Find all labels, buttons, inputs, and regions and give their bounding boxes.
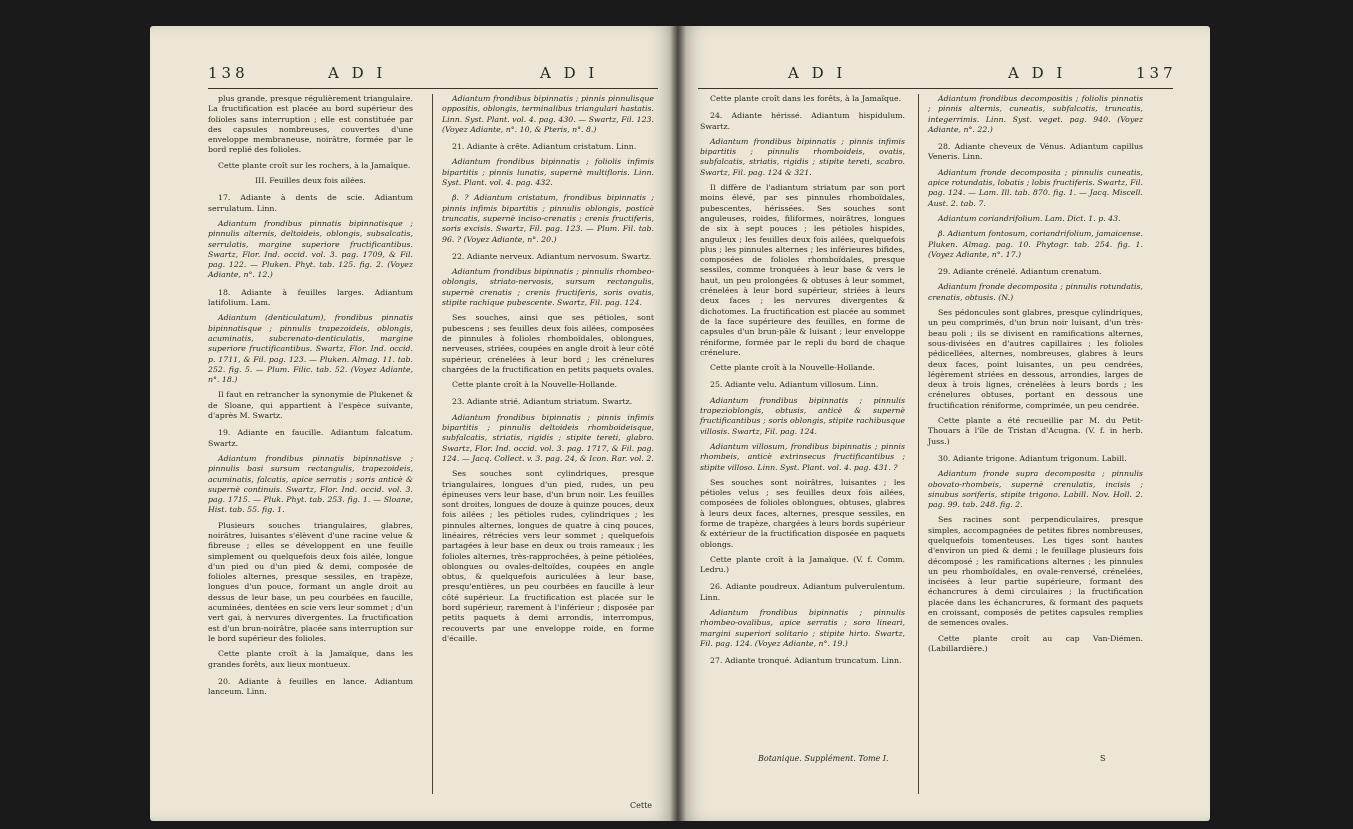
paragraph: Adiantum frondibus bipinnatis ; pinnulis rhombeo-ovalibus, apice serratis ; soro lineari, margini superiori solitario ; stipite hirto. Swartz, Fil. pag. 124. (Voyez Adiante, n°. 19.) <box>700 608 905 648</box>
paragraph: Adiantum frondibus bipinnatis ; foliolis infimis bipartitis ; pinnis lunatis, supernè multifloris. Linn. Syst. Plant. vol. 4. pag. 432. <box>442 157 654 188</box>
left-page-number: 138 <box>208 64 249 82</box>
paragraph: 24. Adiante hérissé. Adiantum hispidulum. Swartz. <box>700 111 905 131</box>
left-column-divider <box>432 94 433 794</box>
left-column-1 <box>208 94 413 702</box>
paragraph: 27. Adiante tronqué. Adiantum truncatum. Linn. <box>710 656 902 666</box>
paragraph: 23. Adiante strié. Adiantum striatum. Swartz. <box>452 397 633 407</box>
paragraph: Adiantum frondibus pinnatis bipinnatisque ; pinnulis alternis, deltoideis, oblongis, subsalcatis, serrulatis, margine superiore fructificantibus. Swartz, Flor. Ind. occid. vol. 3. pag. 1709, & Fil. pag. 122. — Pluken. Phyt. tab. 125. fig. 2. (Voyez Adiante, n°. 12.) <box>208 218 413 280</box>
paragraph: Ses souches sont noirâtres, luisantes ; les pétioles velus ; ses feuilles deux fois ailées, composées de folioles oblongues, obtuses, glabres à leurs deux faces, alternes, presque sessiles, en forme de trapèze, chargées à leurs bords supérieur & extérieur de la fructification disposée en paquets oblongs. <box>700 477 905 549</box>
paragraph: Adiantum frondibus bipinnatis ; pinnis pinnulisque oppositis, oblongis, terminalibus triangulari hastatis. Linn. Syst. Plant. vol. 4. pag. 430. — Swartz, Fil. 123. (Voyez Adiante, n°. 10, & Pteris, n°. 8.) <box>442 94 654 134</box>
paragraph: 29. Adiante crénelé. Adiantum crenatum. <box>938 267 1102 277</box>
paragraph: Il faut en retrancher la synonymie de Plukenet & de Sloane, qui appartient à l'espèce suivante, d'après M. Swartz. <box>208 390 413 421</box>
left-head-word-1: A D I <box>328 64 387 82</box>
paragraph: Ses souches sont cylindriques, presque triangulaires, longues d'un pied, rudes, un peu épineuses vers leur base, d'un brun noir. Les feuilles sont droites, longues de douze à quinze pouces, deux fois ailées ; les pétioles rudes, cylindriques ; les pinnules alternes, longues de quatre à cinq pouces, linéaires, rétrécies vers leur sommet ; quelquefois partagées à leur base en deux ou trois rameaux ; les folioles alternes, très-rapprochées, à peine pétiolées, oblongues ou ovales-deltoïdes, coupées en angle obtus, & quelquefois auriculées à leur base, presqu'entières, un peu courbées en faucille à leur côté supérieur. La fructification est placée sur le bord supérieur, rarement à l'inférieur ; disposée par petits paquets à demi arrondis, interrompus, recouverts par une enveloppe roide, en forme d'écaille. <box>442 469 654 643</box>
paragraph: Adiantum frondibus bipinnatis ; pinnis infimis bipartitis ; pinnulis rhomboideis, ovatis, subfalcatis, striatis, rigidis ; stipite tereti, scabro. Swartz, Fil. pag. 124 & 321. <box>700 136 905 177</box>
paragraph: Cette plante croît à la Jamaïque. (V. f. Comm. Ledru.) <box>700 554 905 575</box>
left-running-head <box>150 64 678 86</box>
paragraph: Cette plante croît dans les forêts, à la Jamaïque. <box>710 94 902 103</box>
paragraph: Adiantum frondibus bipinnatis ; pinnis infimis bipartitis ; pinnulis deltoideis rhomboideisque, subfalcatis, striatis, rigidis ; stipite tereti, glabro. Swartz, Flor. Ind. occid. vol. 3. pag. 1717, & Fil. pag. 124. — Jacq. Collect. v. 3. pag. 24, & Icon. Rar. vol. 2. <box>442 412 654 463</box>
book-gutter <box>670 26 686 821</box>
paragraph: 19. Adiante en faucille. Adiantum falcatum. Swartz. <box>208 428 413 448</box>
paragraph: β. Adiantum fontosum, coriandrifolium, jamaicense. Pluken. Almag. pag. 10. Phytogr. tab. 254. fig. 1. (Voyez Adiante, n°. 17.) <box>928 229 1143 259</box>
paragraph: β. ? Adiantum cristatum, frondibus bipinnatis ; pinnis infimis bipartitis ; pinnulis oblongis, posticè truncatis, supernè inciso-crenatis ; crenis fructiferis, soris excisis. Swartz, Fil. pag. 123. — Plum. Fil. tab. 96. ? (Voyez Adiante, n°. 20.) <box>442 193 654 244</box>
right-page-number: 137 <box>1136 64 1177 82</box>
right-column-divider <box>918 94 919 794</box>
paragraph: Adiantum fronde decomposita ; pinnulis rotundatis, crenatis, obtusis. (N.) <box>928 282 1143 302</box>
right-head-word-2: A D I <box>1008 64 1067 82</box>
right-page <box>678 26 1210 821</box>
paragraph: Adiantum frondibus decompositis ; foliolis pinnatis ; pinnis alternis, cuneatis, subfalcatis, truncatis, integerrimis. Linn. Syst. veget. pag. 940. (Voyez Adiante, n°. 22.) <box>928 94 1143 134</box>
right-column-1 <box>700 94 905 672</box>
right-header-rule <box>698 88 1173 89</box>
paragraph: 20. Adiante à feuilles en lance. Adiantum lanceum. Linn. <box>208 676 413 697</box>
paragraph: Cette plante croît sur les rochers, à la Jamaïque. <box>218 160 411 170</box>
paragraph: Cette plante croît à la Nouvelle-Hollande. <box>710 363 875 373</box>
paragraph: Adiantum fronde supra decomposita ; pinnulis obovato-rhombeis, supernè crenulatis, incisis ; sinubus soriferis, stipite trigono. Labill. Nov. Holl. 2. pag. 99. tab. 248. fig. 2. <box>928 469 1143 510</box>
paragraph: 28. Adiante cheveux de Vénus. Adiantum capillus Veneris. Linn. <box>928 142 1143 162</box>
paragraph: Adiantum frondibus bipinnatis ; pinnulis trapezioblongis, obtusis, anticè & supernè fructificantibus ; soris oblongis, stipite rachibusque villosis. Swartz, Fil. pag. 124. <box>700 395 905 436</box>
book-spread <box>150 26 1210 826</box>
paragraph: plus grande, presque régulièrement triangulaire. La fructification est placée au bord supérieur des folioles sans interruption ; elle est constituée par des capsules nombreuses, couvertes d'une enveloppe membraneuse, noirâtre, formée par le bord replié des folioles. <box>208 94 413 155</box>
paragraph: Adiantum frondibus pinnatis bipinnatisve ; pinnulis basi sursum rectangulis, trapezoideis, acuminatis, falcatis, apice serratis ; soris anticè & supernè continuis. Swartz, Flor. Ind. occid. vol. 3. pag. 1715. — Pluk. Phyt. tab. 253. fig. 1. — Sloane, Hist. tab. 55. fig. 1. <box>208 453 413 515</box>
paragraph: 22. Adiante nerveux. Adiantum nervosum. Swartz. <box>452 251 652 261</box>
right-head-word-1: A D I <box>788 64 847 82</box>
paragraph: Cette plante a été recueillie par M. du Petit-Thouars à l'île de Tristan d'Acugna. (V. f. in herb. Juss.) <box>928 416 1143 446</box>
left-column-2 <box>442 94 654 649</box>
right-footer: Botanique. Supplément. Tome I. <box>758 754 889 763</box>
paragraph: 21. Adiante à crête. Adiantum cristatum. Linn. <box>452 142 637 152</box>
paragraph: III. Feuilles deux fois ailées. <box>255 176 366 186</box>
paragraph: Adiantum frondibus bipinnatis ; pinnulis rhombeo-oblongis, striato-nervosis, sursum rectangulis, supernè crenatis ; crenis fructiferis, soris ovatis, stipite rachique pubescente. Swartz, Fil. pag. 124. <box>442 267 654 308</box>
paragraph: 25. Adiante velu. Adiantum villosum. Linn. <box>710 380 879 390</box>
left-page <box>150 26 678 821</box>
left-catchword: Cette <box>630 801 653 810</box>
paragraph: 17. Adiante à dents de scie. Adiantum serrulatum. Linn. <box>208 193 413 213</box>
right-signature: S <box>1100 754 1106 763</box>
paragraph: 26. Adiante poudreux. Adiantum pulverulentum. Linn. <box>700 582 905 602</box>
paragraph: Ses souches, ainsi que ses pétioles, sont pubescens ; ses feuilles deux fois ailées, composées de pinnules à folioles rhomboïdales, oblongues, nerveuses, striées, coupées en angle droit à leur côté supérieur, crénelées à leur bord ; les crénelures chargées de la fructification en petits paquets ovales. <box>442 313 655 374</box>
paragraph: Il diffère de l'adiantum striatum par son port moins élevé, par ses pinnules rhomboïdales, pubescentes, hérissées. Ses souches sont anguleuses, roides, filiformes, noirâtres, longues de six à sept pouces ; les pétioles hispides, anguleux ; les feuilles deux fois ailées, quelquefois plus ; les pinnules alternes ; les inférieures bifides, composées de folioles rhomboïdales, presque sessiles, comme tronquées à leur base & vers le haut, un peu prolongées & obtuses à leur sommet, crénelées à leur bord supérieur, striées à leurs deux faces ; les nervures divergentes & dichotomes. La fructification est placée au sommet de la face supérieure des feuilles, en forme de capsules d'un brun-pâle & luisant ; leur enveloppe réniforme, formée par le repli du bord de chaque crénelure. <box>700 183 905 357</box>
paragraph: Cette plante croît à la Nouvelle-Hollande. <box>452 380 617 390</box>
paragraph: Ses racines sont perpendiculaires, presque simples, accompagnées de petites fibres nombreuses, quelquefois tomenteuses. Les tiges sont hautes d'environ un pied & demi ; le feuillage plusieurs fois décomposé ; les ramifications alternes ; les pinnules un peu rhomboïdales, en ovale-renversé, crénelées, incisées à leur partie supérieure, formant des échancrures à demi circulaires ; la fructification placée dans les échancrures, & formant des paquets en croissant, composés de petites capsules remplies de semences ovales. <box>928 515 1143 628</box>
paragraph: Adiantum coriandrifolium. Lam. Dict. 1. p. 43. <box>938 213 1121 223</box>
paragraph: 18. Adiante à feuilles larges. Adiantum latifolium. Lam. <box>208 287 413 308</box>
left-head-word-2: A D I <box>540 64 599 82</box>
right-running-head <box>678 64 1210 86</box>
paragraph: Cette plante croît à la Jamaïque, dans les grandes forêts, aux lieux montueux. <box>208 649 413 669</box>
paragraph: Plusieurs souches triangulaires, glabres, noirâtres, luisantes s'élèvent d'une racine velue & fibreuse ; elles se développent en une feuille simplement ou quelquefois deux fois ailée, longue d'un pied ou d'un pied & demi, composée de folioles alternes, presque sessiles, en trapèze, longues d'un pouce, formant un angle droit au dessus de leur base, un peu courbées en faucille, acuminées, dentées en scie vers leur sommet ; d'un vert gai, à nervures divergentes. La fructification est d'un brun-noirâtre, placée sans interruption sur le bord supérieur des folioles. <box>208 520 413 643</box>
left-header-rule <box>208 88 658 89</box>
paragraph: 30. Adiante trigone. Adiantum trigonum. Labill. <box>938 453 1127 463</box>
paragraph: Adiantum fronde decomposita ; pinnulis cuneatis, apice rotundatis, lobatis ; lobis fructiferis. Swartz, Fil. pag. 124. — Lam. Ill. tab. 870. fig. 1. — Jacq. Miscell. Aust. 2. tab. 7. <box>928 167 1143 208</box>
paragraph: Cette plante croît au cap Van-Diémen. (Labillardière.) <box>928 633 1143 653</box>
right-column-2 <box>928 94 1143 659</box>
paragraph: Adiantum (denticulatum), frondibus pinnatis bipinnatisque ; pinnulis trapezoideis, oblongis, acuminatis, subcrenato-denticulatis, margine superiore fructificantibus. Swartz, Flor. Ind. occid. p. 1711, & Fil. pag. 123. — Pluken. Almag. 11. tab. 252. fig. 5. — Plum. Filic. tab. 52. (Voyez Adiante, n°. 18.) <box>208 313 413 385</box>
paragraph: Adiantum villosum, frondibus bipinnatis ; pinnis rhombeis, anticè extrinsecus fructificantibus ; stipite villoso. Linn. Syst. Plant. vol. 4. pag. 431. ? <box>700 441 905 472</box>
paragraph: Ses pédoncules sont glabres, presque cylindriques, un peu comprimés, d'un brun noir luisant, d'un très-beau poli ; ils se divisent en ramifications alternes, sous-divisées en d'autres capillaires ; les folioles pédicellées, alternes, nombreuses, glabres à leurs deux faces, point luisantes, un peu cendrées, légèrement striées en dessous, arrondies, larges de deux à trois lignes, crénelées à leurs bords ; les crénelures obtuses, portant en dessous une fructification réniforme, comprimée, un peu cendrée. <box>928 308 1143 410</box>
